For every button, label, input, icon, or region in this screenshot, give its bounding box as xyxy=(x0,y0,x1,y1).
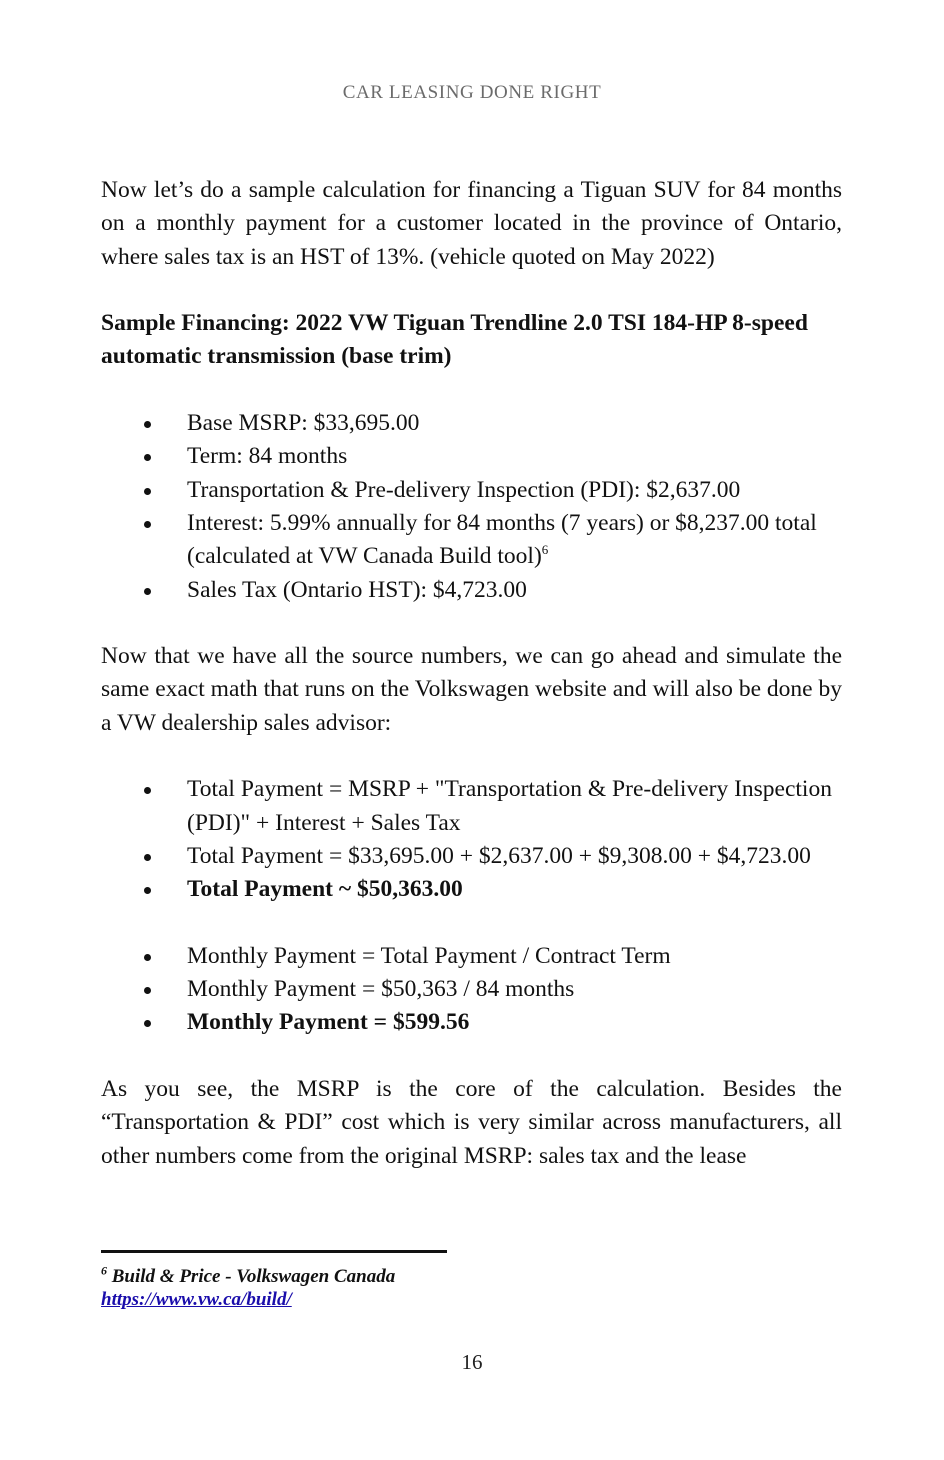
intro-paragraph: Now let’s do a sample calculation for financing a Tiguan SUV for 84 months on a monthly payment for a customer located in the province of Ontario, where sales tax is an HST of 13%. (vehicle quoted on May 2022) xyxy=(101,177,842,270)
footnote-text: Build & Price - Volkswagen Canada xyxy=(111,1266,396,1287)
list-item: Sales Tax (Ontario HST): $4,723.00 xyxy=(101,574,842,607)
page-number: 16 xyxy=(461,1350,483,1374)
bullet-icon xyxy=(144,954,151,961)
list-item: Transportation & Pre-delivery Inspection (PDI): $2,637.00 xyxy=(101,474,842,507)
bullet-icon xyxy=(144,854,151,861)
list-item: Monthly Payment = $599.56 xyxy=(101,1006,842,1039)
list-item: Monthly Payment = Total Payment / Contract Term xyxy=(101,940,842,973)
bullet-icon xyxy=(144,787,151,794)
list-item: Total Payment ~ $50,363.00 xyxy=(101,873,842,906)
closing-paragraph: As you see, the MSRP is the core of the calculation. Besides the “Transportation & PDI” cost which is very similar across manufacturers, all other numbers come from the original MSRP: sales tax and the lease xyxy=(101,1076,842,1169)
list-item: Total Payment = MSRP + "Transportation & Pre-delivery Inspection (PDI)" + Interest + Sales Tax xyxy=(101,773,842,840)
list-item: Total Payment = $33,695.00 + $2,637.00 + $9,308.00 + $4,723.00 xyxy=(101,840,842,873)
total-formula-list xyxy=(101,773,842,906)
specs-list xyxy=(101,407,842,607)
bullet-icon xyxy=(144,521,151,528)
list-item: Monthly Payment = $50,363 / 84 months xyxy=(101,973,842,1006)
section-heading: Sample Financing: 2022 VW Tiguan Trendline 2.0 TSI 184-HP 8-speed automatic transmission (base trim) xyxy=(101,310,808,370)
monthly-formula-list xyxy=(101,940,842,1040)
list-item: Interest: 5.99% annually for 84 months (7 years) or $8,237.00 total (calculated at VW Canada Build tool)$^6$ xyxy=(101,507,842,574)
footnote-number: 6 xyxy=(101,1263,107,1278)
bullet-icon xyxy=(144,887,151,894)
bullet-icon xyxy=(144,588,151,595)
footnote xyxy=(101,1265,601,1311)
footnote-reference[interactable]: 6 xyxy=(541,542,549,558)
bullet-icon xyxy=(144,1020,151,1027)
list-item: Base MSRP: $33,695.00 xyxy=(101,407,842,440)
middle-paragraph: Now that we have all the source numbers, we can go ahead and simulate the same exact math that runs on the Volkswagen website and will also be done by a VW dealership sales advisor: xyxy=(101,643,842,736)
bullet-icon xyxy=(144,488,151,495)
footnote-link[interactable]: https://www.vw.ca/build/ xyxy=(101,1289,292,1310)
list-item: Term: 84 months xyxy=(101,440,842,473)
bullet-icon xyxy=(144,421,151,428)
bullet-icon xyxy=(144,454,151,461)
footnote-divider xyxy=(101,1250,447,1253)
bullet-icon xyxy=(144,987,151,994)
running-head: CAR LEASING DONE RIGHT xyxy=(342,82,602,103)
page-content xyxy=(101,174,842,1173)
